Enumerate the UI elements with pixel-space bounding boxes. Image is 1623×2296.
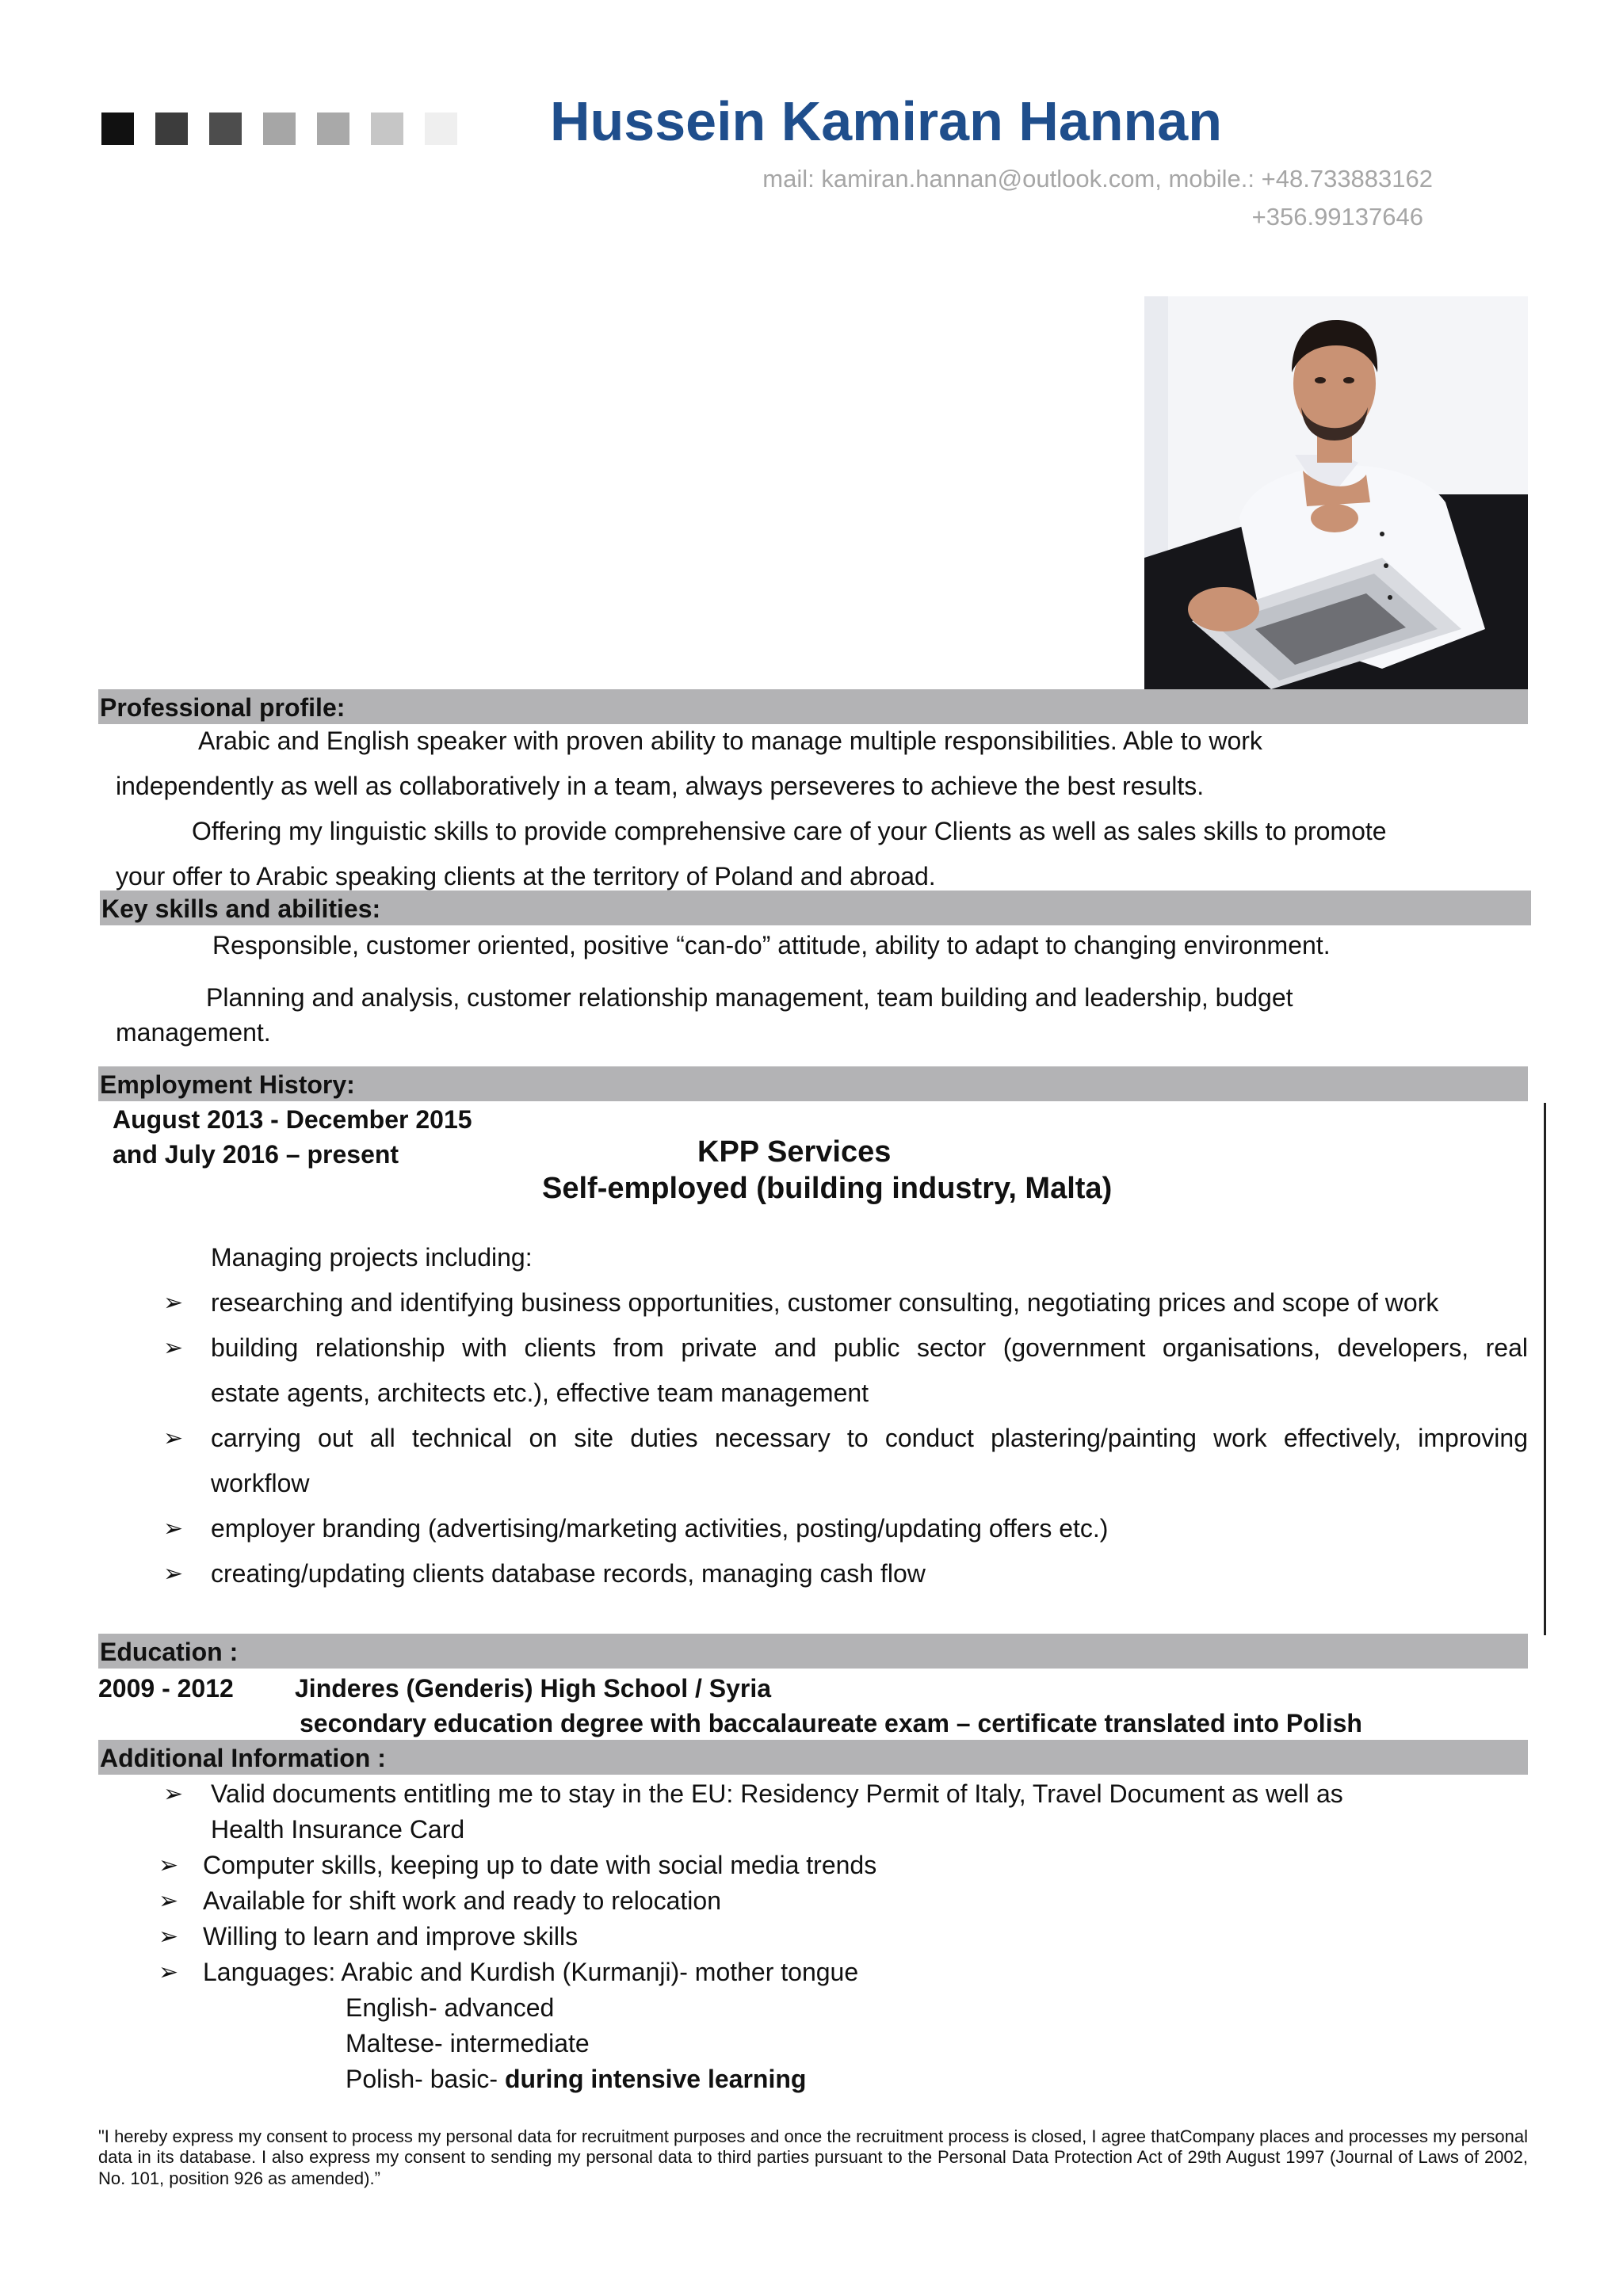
portrait-photo <box>1144 296 1528 689</box>
education-degree: secondary education degree with baccalaureate exam – certificate translated into Polish <box>300 1709 1362 1737</box>
section-heading-profile: Professional profile: <box>100 693 346 722</box>
section-heading-skills: Key skills and abilities: <box>101 894 381 923</box>
bullet-arrow-icon: ➢ <box>158 1959 179 1985</box>
language-maltese: Maltese- intermediate <box>346 2029 590 2058</box>
additional-item-1: Valid documents entitling me to stay in the EU: Residency Permit of Italy, Travel Document as well as <box>211 1779 1343 1808</box>
section-bar-employment <box>98 1066 1528 1101</box>
skills-line-1: Responsible, customer oriented, positive “can-do” attitude, ability to adapt to changing environment. <box>212 931 1331 959</box>
section-heading-employment: Employment History: <box>100 1070 355 1099</box>
language-english: English- advanced <box>346 1993 555 2022</box>
employment-bullet-2: building relationship with clients from private and public sector (government organisations, developers, real <box>211 1333 1528 1362</box>
additional-item-3: Available for shift work and ready to relocation <box>203 1886 721 1915</box>
additional-item-1-cont: Health Insurance Card <box>211 1815 465 1844</box>
candidate-name: Hussein Kamiran Hannan <box>550 90 1222 152</box>
employment-dates-1: August 2013 - December 2015 <box>113 1105 472 1134</box>
section-bar-additional <box>98 1740 1528 1775</box>
bullet-arrow-icon: ➢ <box>163 1290 184 1316</box>
bullet-arrow-icon: ➢ <box>163 1425 184 1451</box>
header-square-5 <box>317 113 349 145</box>
section-heading-additional: Additional Information : <box>100 1744 386 1772</box>
bullet-arrow-icon: ➢ <box>163 1516 184 1542</box>
bullet-arrow-icon: ➢ <box>163 1561 184 1587</box>
profile-line-3: Offering my linguistic skills to provide comprehensive care of your Clients as well as sales skills to promote <box>192 817 1387 845</box>
additional-item-5: Languages: Arabic and Kurdish (Kurmanji)- mother tongue <box>203 1958 859 1986</box>
bullet-arrow-icon: ➢ <box>158 1924 179 1950</box>
contact-line-mobile-2: +356.99137646 <box>1251 203 1423 231</box>
language-polish-note: during intensive learning <box>504 2065 807 2093</box>
section-heading-education: Education : <box>100 1638 239 1666</box>
language-polish-level: Polish- basic- <box>346 2065 498 2093</box>
section-bar-skills <box>100 891 1531 925</box>
profile-line-2: independently as well as collaboratively in a team, always perseveres to achieve the best results. <box>116 772 1205 800</box>
bullet-arrow-icon: ➢ <box>163 1335 184 1361</box>
additional-item-4: Willing to learn and improve skills <box>203 1922 579 1951</box>
contact-line-email-mobile: mail: kamiran.hannan@outlook.com, mobile.: +48.733883162 <box>762 165 1433 193</box>
employer-name: KPP Services <box>697 1135 892 1169</box>
bullet-arrow-icon: ➢ <box>163 1781 184 1807</box>
education-years: 2009 - 2012 <box>98 1674 234 1703</box>
section-bar-profile <box>98 689 1528 724</box>
employment-dates-2: and July 2016 – present <box>113 1140 399 1169</box>
profile-line-4: your offer to Arabic speaking clients at the territory of Poland and abroad. <box>116 862 936 891</box>
language-polish <box>346 2065 806 2093</box>
vertical-divider <box>1544 1103 1546 1635</box>
additional-item-2: Computer skills, keeping up to date with social media trends <box>203 1851 877 1879</box>
employment-bullet-5: creating/updating clients database records, managing cash flow <box>211 1559 926 1588</box>
header-square-4 <box>263 113 296 145</box>
education-school: Jinderes (Genderis) High School / Syria <box>295 1674 772 1703</box>
header-square-2 <box>155 113 188 145</box>
skills-line-3: management. <box>116 1018 271 1047</box>
employment-role: Self-employed (building industry, Malta) <box>542 1172 1113 1205</box>
header-square-1 <box>101 113 134 145</box>
employment-bullet-3: carrying out all technical on site duties necessary to conduct plastering/painting work effectively, improving <box>211 1424 1528 1452</box>
header-square-3 <box>209 113 242 145</box>
employment-bullet-4: employer branding (advertising/marketing activities, posting/updating offers etc.) <box>211 1514 1109 1543</box>
profile-line-1: Arabic and English speaker with proven ability to manage multiple responsibilities. Able to work <box>198 727 1262 755</box>
employment-intro: Managing projects including: <box>211 1243 533 1272</box>
consent-clause: "I hereby express my consent to process my personal data for recruitment purposes and once the recruitment process is closed, I agree thatCompany places and processes my personal data in its database. I also express my consent to sending my personal data to third parties pursuant to the Personal Data Protection Act of 29th August 1997 (Journal of Laws of 2002, No. 101, position 926 as amended).” <box>98 2126 1528 2188</box>
employment-bullet-1: researching and identifying business opportunities, customer consulting, negotiating prices and scope of work <box>211 1288 1439 1317</box>
header-square-6 <box>371 113 403 145</box>
employment-bullet-3-cont: workflow <box>211 1469 310 1497</box>
bullet-arrow-icon: ➢ <box>158 1852 179 1878</box>
employment-bullet-2-cont: estate agents, architects etc.), effective team management <box>211 1379 869 1407</box>
skills-line-2: Planning and analysis, customer relationship management, team building and leadership, budget <box>206 983 1293 1012</box>
bullet-arrow-icon: ➢ <box>158 1888 179 1914</box>
section-bar-education <box>98 1634 1528 1669</box>
header-square-7 <box>425 113 457 145</box>
